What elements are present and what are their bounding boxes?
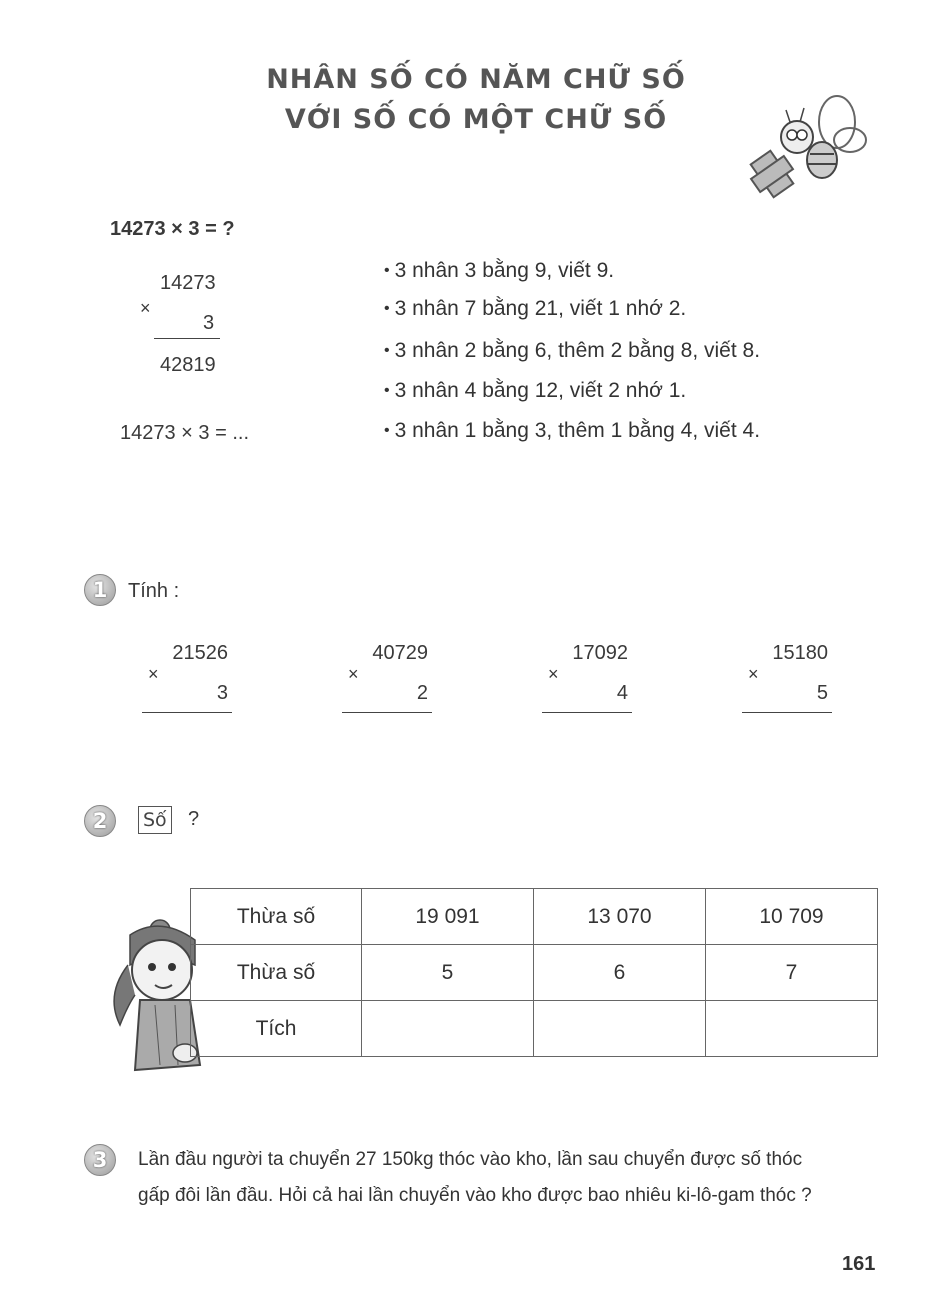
table-row	[191, 1001, 878, 1057]
example-product: 42819	[160, 354, 216, 376]
bee-mascot-icon	[742, 92, 872, 202]
exercise-2-badge: 2	[84, 805, 116, 837]
table-cell: 5	[362, 945, 534, 1001]
problem-2-times-sign: ×	[348, 664, 359, 684]
problem-4-times-sign: ×	[748, 664, 759, 684]
table-row	[191, 945, 878, 1001]
exercise-3-badge: 3	[84, 1144, 116, 1176]
example-multiplier: 3	[203, 312, 215, 334]
problem-4-multiplicand: 15180	[772, 642, 828, 664]
step-5: • 3 nhân 1 bằng 3, thêm 1 bằng 4, viết 4.	[384, 419, 760, 443]
problem-1-answer-line	[142, 712, 232, 713]
exercise-1-problem-1	[142, 642, 232, 722]
problem-2-multiplier: 2	[416, 682, 428, 704]
problem-3-multiplier: 4	[616, 682, 628, 704]
example-result-line	[154, 338, 220, 339]
page-title-line-1: NHÂN SỐ CÓ NĂM CHỮ SỐ	[266, 64, 686, 95]
page-number: 161	[842, 1253, 876, 1275]
exercise-1-problem-4	[742, 642, 832, 722]
problem-3-times-sign: ×	[548, 664, 559, 684]
table-cell: 19 091	[362, 889, 534, 945]
table-cell: 7	[706, 945, 878, 1001]
exercise-1-label: Tính :	[128, 580, 180, 602]
table-row	[191, 889, 878, 945]
example-question: 14273 × 3 = ?	[110, 218, 235, 240]
problem-3-answer-line	[542, 712, 632, 713]
step-1: • 3 nhân 3 bằng 9, viết 9.	[384, 259, 614, 283]
table-answer-cell[interactable]	[362, 1001, 534, 1057]
example-multiplicand: 14273	[160, 272, 216, 294]
page-title-line-2: VỚI SỐ CÓ MỘT CHỮ SỐ	[284, 104, 668, 135]
exercise-3-text	[138, 1142, 898, 1214]
table-cell: Thừa số	[191, 945, 362, 1001]
problem-2-answer-line	[342, 712, 432, 713]
exercise-3-line-2: gấp đôi lần đầu. Hỏi cả hai lần chuyển vào kho được bao nhiêu ki-lô-gam thóc ?	[138, 1185, 812, 1206]
problem-4-multiplier: 5	[816, 682, 828, 704]
exercise-2-table	[190, 888, 878, 1057]
table-cell: 10 709	[706, 889, 878, 945]
example-result-expression: 14273 × 3 = ...	[120, 422, 249, 444]
step-2: • 3 nhân 7 bằng 21, viết 1 nhớ 2.	[384, 297, 686, 321]
step-3: • 3 nhân 2 bằng 6, thêm 2 bằng 8, viết 8.	[384, 339, 760, 363]
exercise-1-problem-3	[542, 642, 632, 722]
problem-3-multiplicand: 17092	[572, 642, 628, 664]
table-cell: Tích	[191, 1001, 362, 1057]
problem-2-multiplicand: 40729	[372, 642, 428, 664]
table-answer-cell[interactable]	[534, 1001, 706, 1057]
problem-1-times-sign: ×	[148, 664, 159, 684]
table-cell: 13 070	[534, 889, 706, 945]
exercise-3-line-1: Lần đầu người ta chuyển 27 150kg thóc vào kho, lần sau chuyển được số thóc	[138, 1149, 803, 1170]
table-cell: Thừa số	[191, 889, 362, 945]
exercise-2-so-box: Số	[138, 806, 172, 834]
problem-1-multiplier: 3	[216, 682, 228, 704]
example-times-sign: ×	[140, 298, 151, 318]
step-4: • 3 nhân 4 bằng 12, viết 2 nhớ 1.	[384, 379, 686, 403]
problem-1-multiplicand: 21526	[172, 642, 228, 664]
exercise-2-question-mark: ?	[188, 808, 200, 830]
exercise-1-problem-2	[342, 642, 432, 722]
table-answer-cell[interactable]	[706, 1001, 878, 1057]
table-cell: 6	[534, 945, 706, 1001]
problem-4-answer-line	[742, 712, 832, 713]
exercise-1-badge: 1	[84, 574, 116, 606]
